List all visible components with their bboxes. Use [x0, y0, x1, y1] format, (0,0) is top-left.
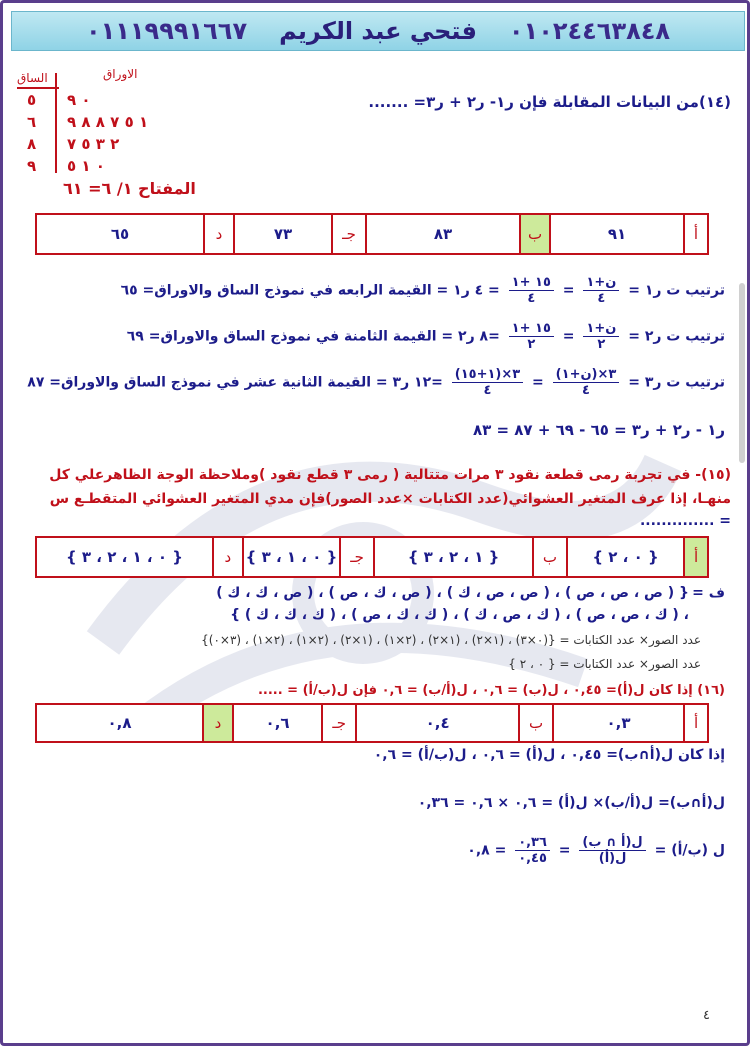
q15-option-a-label[interactable]: أ [683, 538, 707, 576]
sol2-frac1-den: ٢ [597, 337, 606, 352]
sol1-frac2-den: ٤ [527, 291, 536, 306]
sol1-frac2-num: ١٥ +١ [509, 275, 554, 291]
q14-solution-2: ترتيب ت ر٢ = $\frac{\text{ن+١}}{٢}$ = $\frac{١٥ +١}{٢}$ =٨ ر٢ = القيمة الثامنة في نموذج الساق والاوراق= ٦٩ [126, 321, 725, 352]
scrollbar-thumb[interactable] [739, 283, 745, 463]
q15-option-a-value[interactable]: { ٠ ، ٢ } [566, 538, 683, 576]
leaves-row-4: ٠ ١ ٥ [67, 157, 105, 175]
step2-frac2 [515, 835, 550, 866]
q15-line-1: (١٥)- في تجربة رمى قطعة نقود ٣ مرات متتالية ( رمى ٣ قطع نقود )وملاحظة الوجة الظاهرعلي كل [49, 467, 731, 483]
stem-label: الساق [17, 71, 48, 85]
step2-frac1-num: ل(أ ∩ ب) [579, 835, 645, 851]
q14-option-d-value[interactable]: ٦٥ [110, 225, 130, 243]
q16-option-b-value[interactable]: ٠,٤ [355, 705, 518, 741]
q14-option-a-label[interactable]: أ [683, 215, 707, 253]
q14-options [35, 213, 709, 255]
phone-number-right: ٠١٠٢٤٤٦٣٨٤٨ [508, 17, 671, 45]
phone-number-left: ٠١١١٩٩٩١٦٦٧ [85, 17, 248, 45]
step2-frac1 [579, 835, 645, 866]
sol1-rest: = ٤ ر١ = القيمة الرابعه في نموذج الساق والاوراق= ٦٥ [120, 282, 500, 299]
q14-option-b-value[interactable]: ٨٣ [365, 215, 519, 253]
q14-option-b-label[interactable]: ب [519, 215, 549, 253]
sol3-frac1-den: ٤ [582, 383, 590, 398]
leaves-row-3: ٢ ٣ ٥ ٧ [67, 135, 120, 153]
sol1-frac1 [583, 275, 619, 306]
sample-space-row-1: { ( ص ، ص ، ص ) ، ( ص ، ص ، ك ) ، ( ص ، ك ، ص ) ، ( ص ، ك ، ك ) [216, 585, 689, 601]
q14-solution-4: ر١ - ر٢ + ر٣ = ٦٥ - ٦٩ + ٨٧ = ٨٣ [472, 421, 725, 439]
stem-leaf-key: المفتاح ١/ ٦= ٦١ [63, 179, 196, 198]
q15-line-3: = .............. [639, 513, 731, 529]
sol1-frac1-den: ٤ [597, 291, 606, 306]
q14-option-c-value[interactable]: ٧٣ [233, 215, 331, 253]
stem-row-2: ٦ [27, 113, 37, 131]
q14-option-c-label[interactable]: جـ [331, 215, 365, 253]
page-number: ٤ [703, 1008, 710, 1023]
sol3-frac2-num: ٣×(١+١٥) [452, 367, 523, 383]
q15-option-b-value[interactable]: { ١ ، ٢ ، ٣ } [373, 538, 532, 576]
q16-option-a-label[interactable]: أ [683, 705, 707, 741]
stem-row-3: ٨ [27, 135, 37, 153]
leaves-row-2: ١ ٥ ٧ ٨ ٨ ٩ [67, 113, 149, 131]
sol3-frac2-den: ٤ [483, 383, 492, 398]
q15-option-b-label[interactable]: ب [532, 538, 566, 576]
step2-frac2-num: ٠,٣٦ [515, 835, 550, 851]
sol1-frac2 [509, 275, 554, 306]
q15-option-c-label[interactable]: جـ [339, 538, 373, 576]
sol2-frac1 [583, 321, 619, 352]
q16-option-c-label[interactable]: جـ [321, 705, 355, 741]
stem-row-4: ٩ [27, 157, 37, 175]
sol2-frac1-num: ن+١ [583, 321, 619, 337]
q15-option-d-value[interactable]: { ٠ ، ١ ، ٢ ، ٣ } [66, 548, 183, 566]
leaves-label: الاوراق [103, 67, 138, 81]
stem-row-1: ٥ [27, 91, 37, 109]
q14-solution-1: ترتيب ت ر١ = $\frac{\text{ن+١}}{٤}$ = $\frac{١٥ +١}{٤}$ = ٤ ر١ = القيمة الرابعه في نموذج الساق والاوراق= ٦٥ [120, 275, 725, 306]
q16-step-2: ل (ب/أ) = $\frac{\text{ل(أ ∩ ب)}}{\text{ل(أ)}}$ = $\frac{٠,٣٦}{٠,٤٥}$ = ٠,٨ [467, 835, 725, 866]
sample-space-row-2: ، ( ك ، ص ، ص ) ، ( ك ، ص ، ك ) ، ( ك ، ك ، ص ) ، ( ك ، ك ، ك ) } [230, 607, 689, 623]
sol3-frac1-num: ٣×(ن+١) [553, 367, 620, 383]
teacher-name: فتحي عبد الكريم [279, 17, 477, 45]
q16-step-1: ل(أ∩ب)= ل(أ/ب)× ل(أ) = ٠,٦ × ٠,٦ = ٠,٣٦ [417, 795, 725, 811]
step2-frac1-den: ل(أ) [598, 851, 627, 866]
q14-solution-3: ترتيب ت ر٣ = $\frac{\text{٣×(ن+١)}}{٤}$ = $\frac{٣\times(١+١٥)}{٤}$ =١٢ ر٣ = القيمة الثانية عشر في نموذج الساق والاوراق= ٨٧ [27, 367, 725, 398]
range-set: عدد الصور× عدد الكتابات = { ٠ ، ٢ } [508, 657, 701, 671]
q16-option-d-label[interactable]: د [202, 705, 232, 741]
sol3-frac2 [452, 367, 523, 398]
sol2-frac2-den: ٢ [527, 337, 536, 352]
sol3-rest: =١٢ ر٣ = القيمة الثانية عشر في نموذج الساق والاوراق= ٨٧ [27, 374, 443, 391]
stem-leaf-header-line [17, 87, 59, 89]
q14-option-a-value[interactable]: ٩١ [549, 215, 683, 253]
q16-option-d-value[interactable]: ٠,٨ [107, 714, 132, 732]
q16-option-b-label[interactable]: ب [518, 705, 552, 741]
products-set: عدد الصور× عدد الكتابات = {(٠×٣) ، (١×٢) ، (١×٢) ، (٢×١) ، (١×٢) ، (٢×١) ، (٢×١) ، (٣×٠)} [201, 633, 701, 647]
q16-options [35, 703, 709, 743]
header-banner [11, 11, 745, 51]
q14-option-d-label[interactable]: د [203, 215, 233, 253]
sol3-left: ترتيب ت ر٣ = [628, 374, 725, 391]
q16-option-a-value[interactable]: ٠,٣ [552, 705, 683, 741]
q16-question: (١٦) إذا كان ل(أ)= ٠,٤٥ ، ل(ب) = ٠,٦ ، ل(أ/ب) = ٠,٦ فإن ل(ب/أ) = ..... [257, 683, 725, 698]
sol2-frac2-num: ١٥ +١ [509, 321, 554, 337]
sol1-frac1-num: ن+١ [583, 275, 619, 291]
sol3-frac1 [553, 367, 620, 398]
step2-frac2-den: ٠,٤٥ [518, 851, 547, 866]
step2-result: = ٠,٨ [467, 842, 507, 859]
leaves-row-1: ٠ ٩ [67, 91, 91, 109]
q16-option-c-value[interactable]: ٠,٦ [232, 705, 321, 741]
sample-space-label: ف = [692, 585, 725, 601]
q15-line-2: منهـا، إذا عرف المتغير العشوائي(عدد الكتابات ×عدد الصور)فإن مدي المتغير العشوائي المتقطـع س [49, 491, 731, 507]
q14-question: (١٤)من البيانات المقابلة فإن ر١- ر٢ + ر٣= ....... [368, 93, 731, 111]
q16-given: إذا كان ل(أ∩ب)= ٠,٤٥ ، ل(أ) = ٠,٦ ، ل(ب/أ) = ٠,٦ [373, 747, 725, 763]
sol2-rest: =٨ ر٢ = القيمة الثامنة في نموذج الساق والاوراق= ٦٩ [126, 328, 500, 345]
step2-left: ل (ب/أ) = [654, 842, 725, 859]
q15-option-d-label[interactable]: د [212, 538, 242, 576]
sol1-left: ترتيب ت ر١ = [628, 282, 725, 299]
sol2-frac2 [509, 321, 554, 352]
q15-options [35, 536, 709, 578]
sol2-left: ترتيب ت ر٢ = [628, 328, 725, 345]
q15-option-c-value[interactable]: { ٠ ، ١ ، ٣ } [242, 538, 339, 576]
